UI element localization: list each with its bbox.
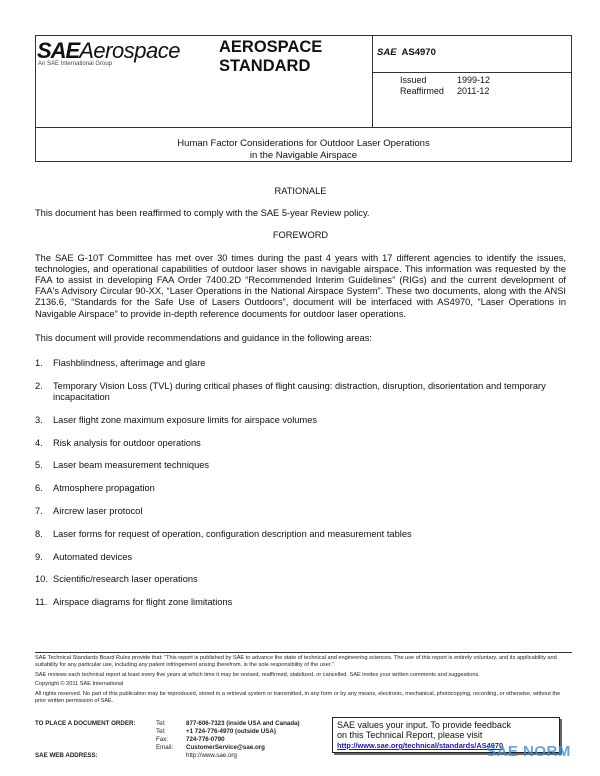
document-number: SAE AS4970 bbox=[377, 47, 436, 58]
copyright: Copyright © 2011 SAE International bbox=[35, 681, 124, 687]
sae-aerospace-logo: SAEAerospace bbox=[37, 38, 180, 63]
item-text: Scientific/research laser operations bbox=[53, 574, 198, 585]
item-text: Automated devices bbox=[53, 551, 133, 562]
item-text: Flashblindness, afterimage and glare bbox=[53, 358, 206, 369]
intro-text: This document will provide recommendations and guidance in the following areas: bbox=[35, 332, 372, 343]
contact-value: CustomerService@sae.org bbox=[186, 744, 265, 751]
list-item bbox=[35, 483, 566, 494]
contact-value: +1 724-776-4970 (outside USA) bbox=[186, 728, 276, 735]
contact-row bbox=[156, 744, 300, 752]
item-text: Laser flight zone maximum exposure limits for airspace volumes bbox=[53, 414, 318, 425]
list-item bbox=[35, 597, 566, 608]
divider bbox=[35, 127, 572, 128]
feedback-text: SAE values your input. To provide feedback bbox=[337, 720, 511, 730]
foreword-text: The SAE G-10T Committee has met over 30 times during the past 4 years with 17 different agencies to identify the issues, technologies, and operational capabilities of outdoor laser shows in navigable airspace. This information was requested by the FAA to assist in developing FAA Order 7400.2D “Recommended Interim Guidelines” (RIGs) and the current development of FAA's Advisory Circular 90-XX, “Laser Operations in the National Airspace System”. These two documents, along with the ANSI Z136.6, “Standards for the Safe Use of Lasers Outdoors”, document will be interfaced with AS4970, “Laser Operations in Navigable Airspace” to provide in-depth reference documents for outdoor laser operations. bbox=[35, 252, 566, 319]
list-item bbox=[35, 460, 566, 471]
contact-info bbox=[156, 720, 300, 760]
contact-row bbox=[156, 720, 300, 728]
contact-label: Tel: bbox=[156, 728, 166, 735]
item-number: 1. bbox=[35, 358, 43, 369]
list-item bbox=[35, 438, 566, 449]
item-number: 6. bbox=[35, 483, 43, 494]
rights-reserved: All rights reserved. No part of this publication may be reproduced, stored in a retrieval system or transmitted, in any form or by any means, electronic, mechanical, photocopying, recording, or otherwise, without the prior written permission of SAE. bbox=[35, 690, 561, 704]
document-dates: Issued 1999-12 Reaffirmed 2011-12 bbox=[400, 75, 491, 96]
contact-label: Fax: bbox=[156, 736, 169, 743]
item-number: 8. bbox=[35, 528, 43, 539]
contact-label: Tel: bbox=[156, 720, 166, 727]
watermark-logo: SAE NORM bbox=[486, 743, 571, 760]
item-text: Airspace diagrams for flight zone limitations bbox=[53, 597, 233, 608]
list-item bbox=[35, 552, 566, 563]
footer-review: SAE reviews each technical report at least every five years at which time it may be revised, reaffirmed, stabilized, or cancelled. SAE invites your written comments and suggestions. bbox=[35, 671, 480, 678]
item-text: Risk analysis for outdoor operations bbox=[53, 437, 201, 448]
feedback-text: on this Technical Report, please visit bbox=[337, 730, 483, 740]
list-item bbox=[35, 381, 566, 403]
contact-row bbox=[156, 728, 300, 736]
web-address[interactable]: http://www.sae.org bbox=[186, 752, 237, 759]
item-number: 2. bbox=[35, 380, 43, 391]
logo-subtitle: An SAE International Group bbox=[38, 61, 113, 67]
contact-value: 724-776-0790 bbox=[186, 736, 225, 743]
footer-rules: SAE Technical Standards Board Rules provide that: “This report is published by SAE to advance the state of technical and engineering sciences. The use of this report is entirely voluntary, and its applicability and suitability for any particular use, including any patent infringement arising therefrom, is the sole responsibility of the user.” bbox=[35, 655, 557, 668]
item-text: Laser forms for request of operation, configuration description and measurement tables bbox=[53, 528, 412, 539]
item-number: 9. bbox=[35, 551, 43, 562]
areas-list bbox=[35, 358, 566, 608]
item-text: Aircrew laser protocol bbox=[53, 506, 143, 517]
footer-legal bbox=[35, 652, 572, 707]
contact-value: 877-606-7323 (inside USA and Canada) bbox=[186, 720, 300, 727]
item-text: Atmosphere propagation bbox=[53, 483, 155, 494]
contact-row bbox=[156, 736, 300, 744]
document-title: Human Factor Considerations for Outdoor Laser Operations in the Navigable Airspace bbox=[177, 138, 430, 161]
list-item bbox=[35, 506, 566, 517]
order-label: TO PLACE A DOCUMENT ORDER: bbox=[35, 720, 136, 727]
item-number: 4. bbox=[35, 437, 43, 448]
foreword-heading: FOREWORD bbox=[272, 230, 329, 241]
list-item bbox=[35, 358, 566, 369]
item-text: Laser beam measurement techniques bbox=[53, 460, 210, 471]
item-text: Temporary Vision Loss (TVL) during critical phases of flight causing: distraction, disruption, disorientation and temporary incapacitation bbox=[53, 380, 546, 403]
item-number: 5. bbox=[35, 460, 43, 471]
item-number: 10. bbox=[35, 574, 48, 585]
list-item bbox=[35, 415, 566, 426]
feedback-link[interactable]: http://www.sae.org/technical/standards/AS4970 bbox=[337, 741, 504, 750]
order-labels bbox=[35, 720, 136, 760]
item-number: 7. bbox=[35, 506, 43, 517]
item-number: 11. bbox=[35, 597, 48, 608]
list-item bbox=[35, 529, 566, 540]
divider bbox=[372, 35, 373, 128]
standard-type: AEROSPACE STANDARD bbox=[219, 38, 323, 75]
web-label: SAE WEB ADDRESS: bbox=[35, 752, 98, 759]
rationale-heading: RATIONALE bbox=[274, 186, 327, 196]
rationale-text: This document has been reaffirmed to comply with the SAE 5-year Review policy. bbox=[35, 208, 370, 219]
document-body bbox=[35, 186, 566, 620]
contact-label: Email: bbox=[156, 744, 174, 751]
item-number: 3. bbox=[35, 414, 43, 425]
list-item bbox=[35, 574, 566, 585]
divider bbox=[372, 72, 572, 73]
